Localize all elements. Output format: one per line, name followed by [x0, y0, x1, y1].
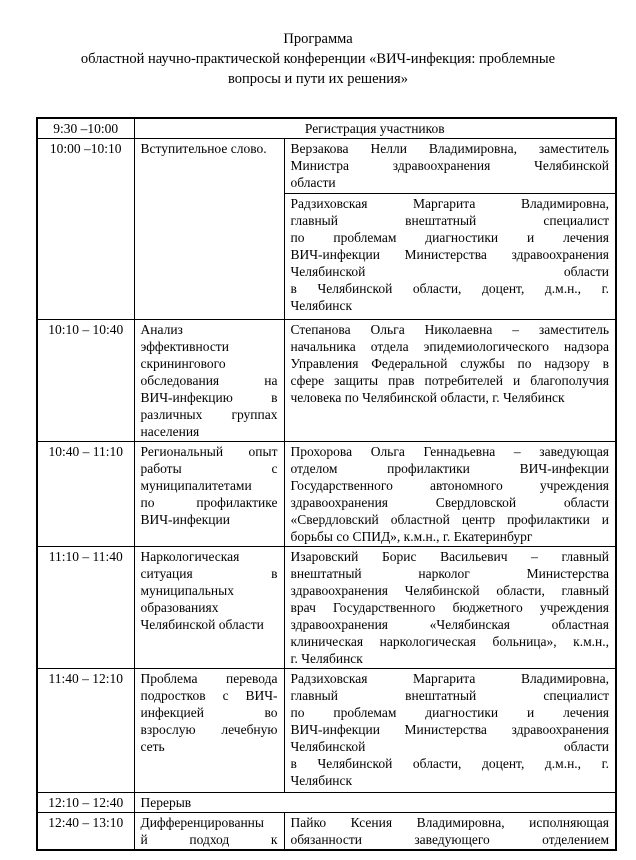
- program-table: [36, 117, 617, 851]
- speaker-cell: [284, 547, 616, 669]
- row-break: [37, 793, 616, 813]
- topic-cell: [134, 442, 284, 547]
- text-line: Министра здравоохранения Челябинской: [290, 158, 610, 173]
- document-title: [0, 29, 636, 89]
- text-line: Прохорова Ольга Геннадьевна – заведующая: [290, 444, 610, 459]
- row-session-2: [37, 442, 616, 547]
- text-line: й подход к: [140, 832, 278, 847]
- text-line: ВИЧ-инфекции Министерства здравоохранения: [290, 247, 610, 262]
- speaker-cell: [284, 139, 616, 194]
- title-line-1: Программа: [283, 31, 353, 47]
- text-line: инфекцией во: [140, 705, 278, 720]
- text-line: Радзиховская Маргарита Владимировна,: [290, 196, 610, 211]
- text-line: Проблема перевода: [140, 671, 278, 686]
- row-session-1: [37, 320, 616, 442]
- text-line: здравоохранения «Челябинская областная: [290, 617, 610, 632]
- break-label-cell: Перерыв: [134, 793, 616, 813]
- text-line: здравоохранения Свердловской области: [290, 495, 610, 510]
- speaker-cell: [284, 320, 616, 442]
- time-cell: 10:40 – 11:10: [37, 442, 134, 547]
- text-line: по проблемам диагностики и лечения: [290, 705, 610, 720]
- topic-cell: [134, 320, 284, 442]
- text-line: главный внештатный специалист: [290, 688, 610, 703]
- text-line: «Свердловский областной центр профилактики и: [290, 512, 610, 527]
- text-line: сфере защиты прав потребителей и благополучия: [290, 373, 610, 388]
- text-line: Региональный опыт: [140, 444, 278, 459]
- row-last-truncated: [37, 813, 616, 851]
- title-line-2: областной научно-практической конференции «ВИЧ-инфекция: проблемные: [80, 51, 556, 67]
- text-line: Челябинской области: [290, 264, 610, 279]
- text-line: подростков с ВИЧ-: [140, 688, 278, 703]
- text-line: клиническая наркологическая больница», к.м.н.,: [290, 634, 610, 649]
- text-line: внештатный нарколог Министерства: [290, 566, 610, 581]
- text-line: обязанности заведующего отделением: [290, 832, 610, 847]
- text-line: борьбы со СПИД», к.м.н., г. Екатеринбург: [290, 529, 533, 544]
- speaker-cell: [284, 194, 616, 320]
- speaker-cell: [284, 669, 616, 793]
- text-line: Степанова Ольга Николаевна – заместитель: [290, 322, 610, 337]
- text-line: населения: [140, 424, 200, 439]
- time-cell: 11:10 – 11:40: [37, 547, 134, 669]
- time-cell: 12:40 – 13:10: [37, 813, 134, 851]
- time-cell: 12:10 – 12:40: [37, 793, 134, 813]
- text-line: Государственного автономного учреждения: [290, 478, 610, 493]
- text-line: отделом профилактики ВИЧ-инфекции: [290, 461, 610, 476]
- text-line: ситуация в: [140, 566, 278, 581]
- text-line: Верзакова Нелли Владимировна, заместитель: [290, 141, 610, 156]
- text-line: взрослую лечебную: [140, 722, 278, 737]
- row-session-3: [37, 547, 616, 669]
- text-line: Изаровский Борис Васильевич – главный: [290, 549, 610, 564]
- text-line: по профилактике: [140, 495, 278, 510]
- text-line: различных группах: [140, 407, 278, 422]
- text-line: эффективности: [140, 339, 229, 354]
- row-session-4: [37, 669, 616, 793]
- text-line: врач Государственного бюджетного учреждения: [290, 600, 610, 615]
- text-line: Анализ: [140, 322, 183, 337]
- text-line: работы с: [140, 461, 278, 476]
- text-line: Радзиховская Маргарита Владимировна,: [290, 671, 610, 686]
- speaker-cell: [284, 442, 616, 547]
- text-line: г. Челябинск: [290, 651, 363, 666]
- text-line: в Челябинской области, доцент, д.м.н., г.: [290, 281, 610, 296]
- title-line-3: вопросы и пути их решения»: [228, 71, 408, 87]
- time-cell: 10:00 –10:10: [37, 139, 134, 320]
- text-line: главный внештатный специалист: [290, 213, 610, 228]
- text-line: Управления Федеральной службы по надзору в: [290, 356, 610, 371]
- text-line: муниципалитетами: [140, 478, 252, 493]
- text-line: Челябинской области: [290, 739, 610, 754]
- registration-label-cell: Регистрация участников: [134, 118, 616, 139]
- time-cell: 11:40 – 12:10: [37, 669, 134, 793]
- text-line: Челябинск: [290, 773, 353, 788]
- text-line: скринингового: [140, 356, 226, 371]
- text-line: ВИЧ-инфекции: [140, 512, 230, 527]
- row-registration: [37, 118, 616, 139]
- speaker-cell: [284, 813, 616, 851]
- text-line: ВИЧ-инфекцию в: [140, 390, 278, 405]
- row-opening: [37, 139, 616, 194]
- text-line: Дифференцированны: [140, 815, 264, 830]
- text-line: обследования на: [140, 373, 278, 388]
- topic-cell: [134, 139, 284, 320]
- text-line: Челябинской области: [140, 617, 264, 632]
- text-line: муниципальных: [140, 583, 234, 598]
- topic-cell: [134, 547, 284, 669]
- text-line: человека по Челябинской области, г. Челябинск: [290, 390, 565, 405]
- text-line: здравоохранения Челябинской области, главный: [290, 583, 610, 598]
- topic-cell: [134, 669, 284, 793]
- time-cell: 9:30 –10:00: [37, 118, 134, 139]
- text-line: Вступительное слово.: [140, 141, 267, 156]
- text-line: начальника отдела эпидемиологического надзора: [290, 339, 610, 354]
- topic-cell: [134, 813, 284, 851]
- text-line: по проблемам диагностики и лечения: [290, 230, 610, 245]
- text-line: области: [290, 175, 336, 190]
- time-cell: 10:10 – 10:40: [37, 320, 134, 442]
- text-line: ВИЧ-инфекции Министерства здравоохранения: [290, 722, 610, 737]
- text-line: сеть: [140, 739, 165, 754]
- text-line: Наркологическая: [140, 549, 240, 564]
- text-line: образованиях: [140, 600, 219, 615]
- text-line: Пайко Ксения Владимировна, исполняющая: [290, 815, 610, 830]
- text-line: в Челябинской области, доцент, д.м.н., г.: [290, 756, 610, 771]
- text-line: Челябинск: [290, 298, 353, 313]
